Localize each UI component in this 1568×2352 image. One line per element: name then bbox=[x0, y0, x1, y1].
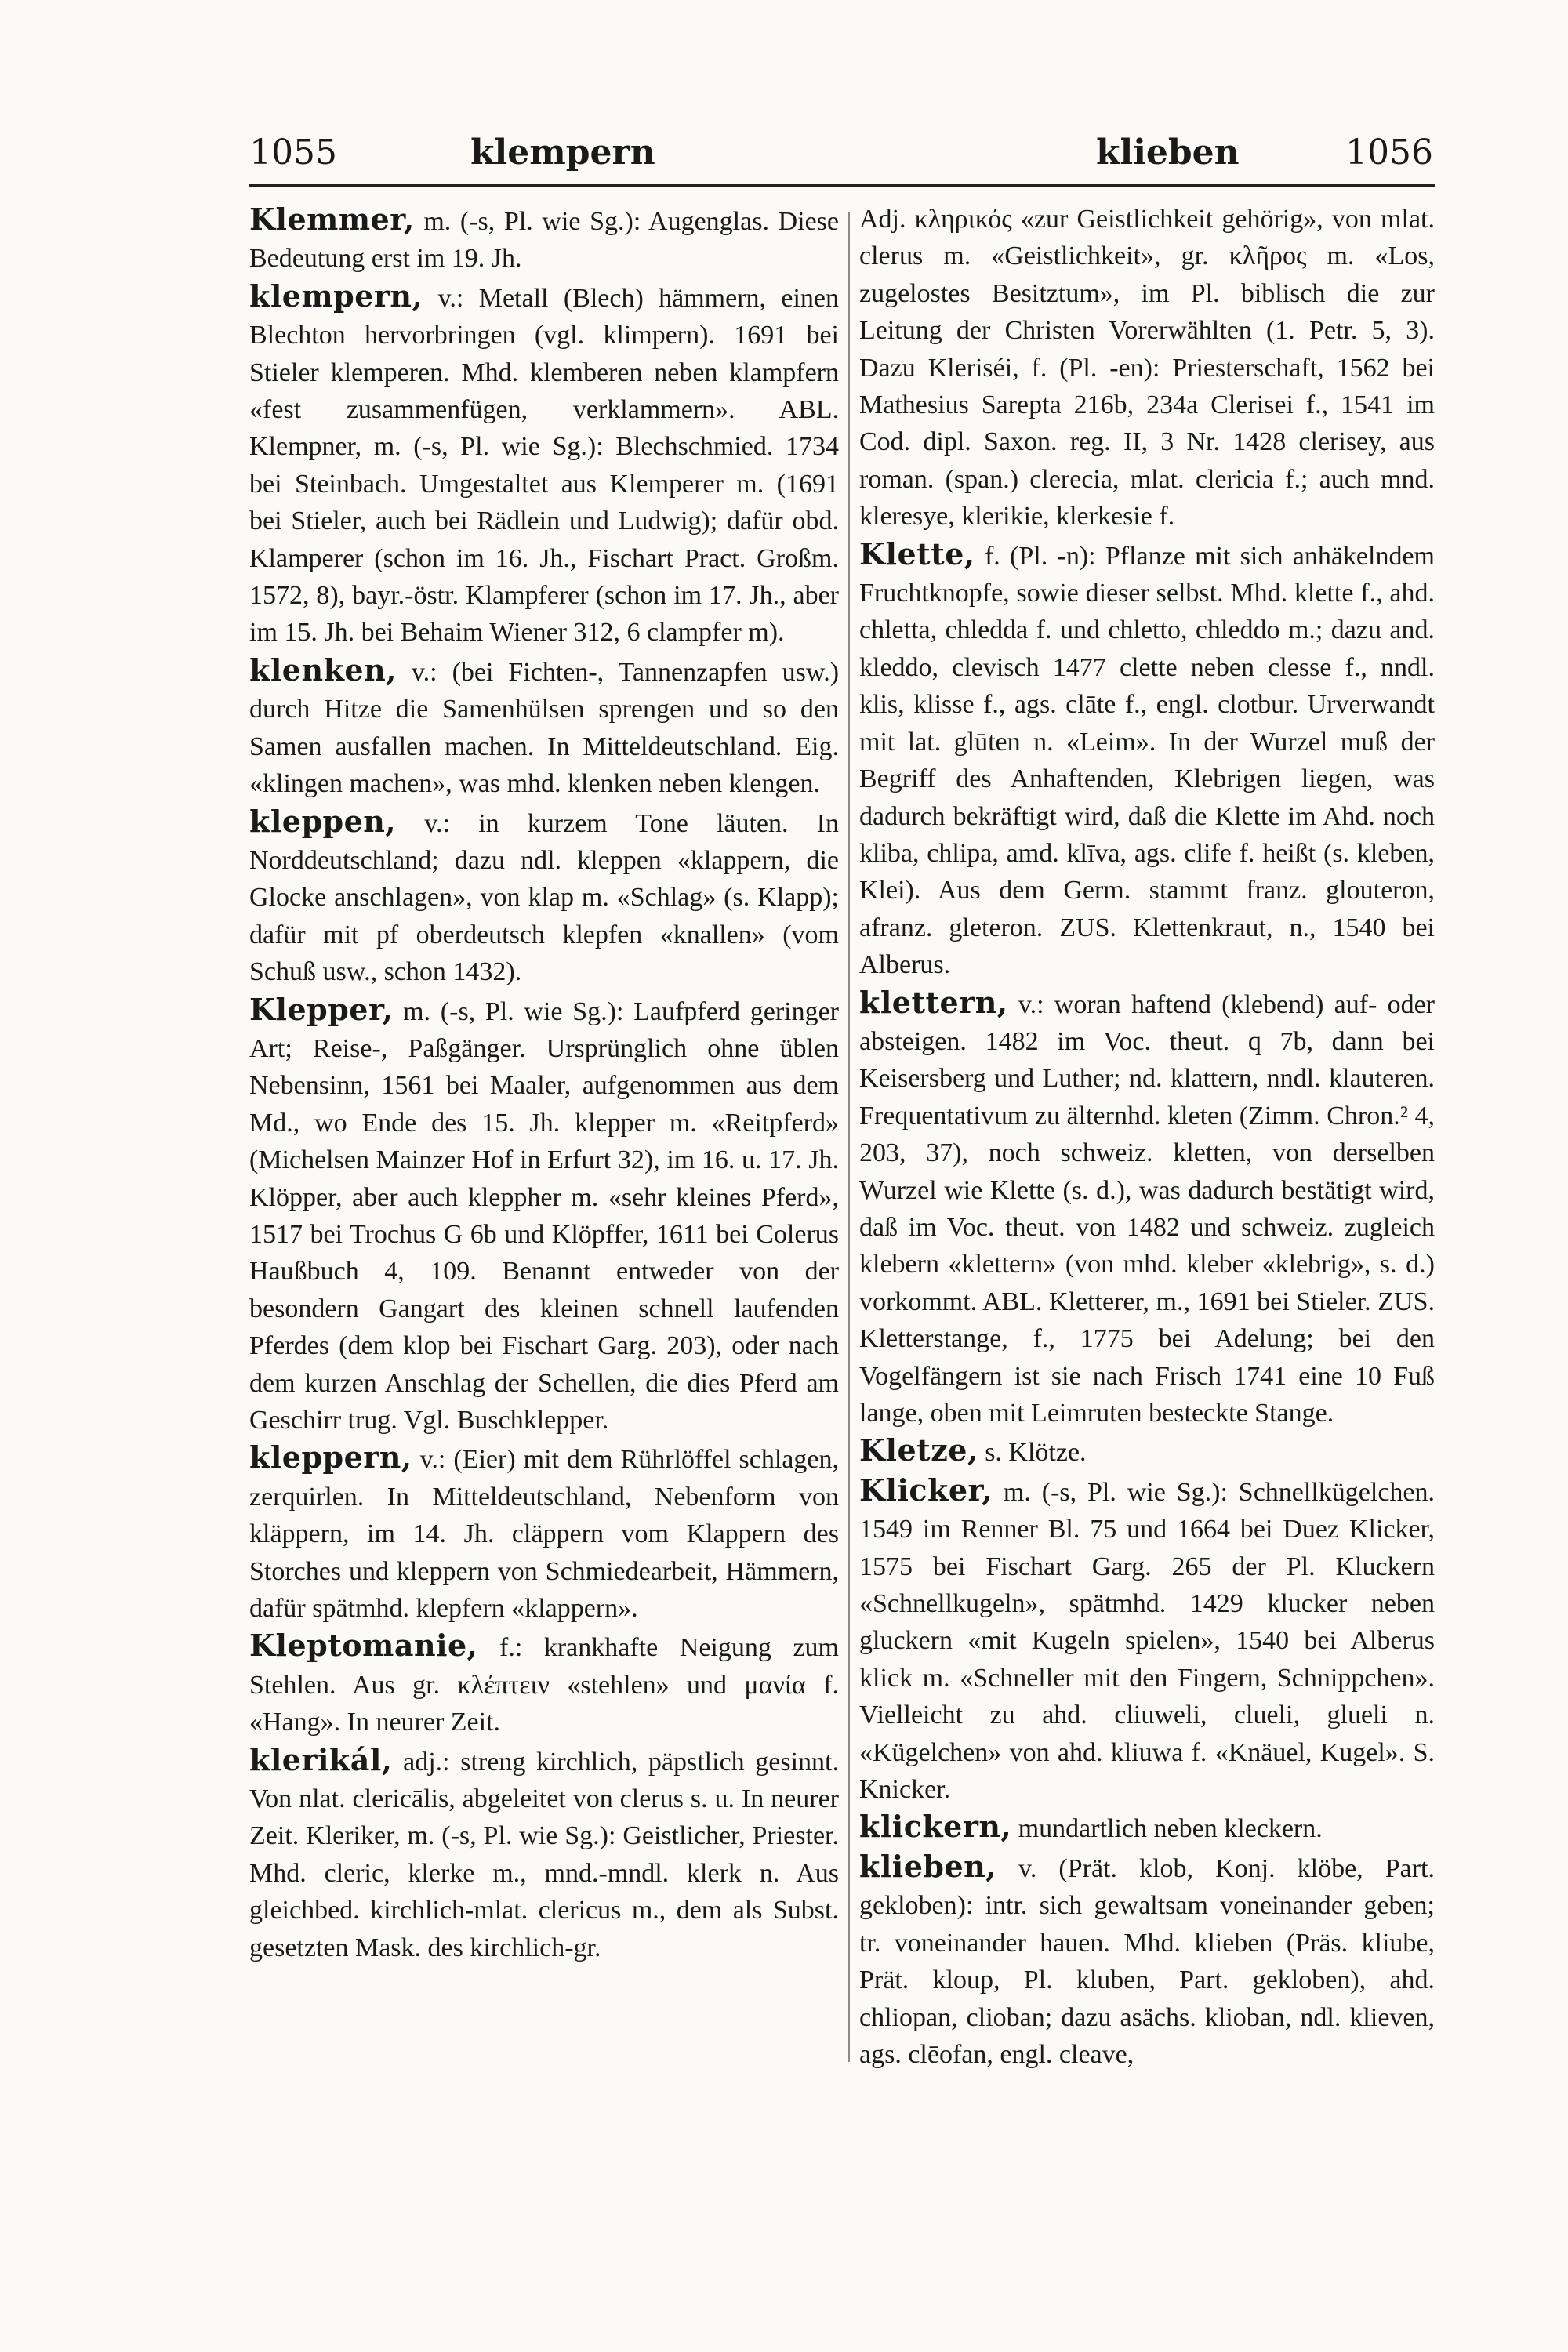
dictionary-entry bbox=[859, 1432, 1435, 1471]
dictionary-entry bbox=[249, 652, 839, 803]
entry-headword: klickern, bbox=[859, 1809, 1012, 1845]
page-number-right: 1056 bbox=[1345, 132, 1433, 172]
entry-headword: Klette, bbox=[859, 535, 975, 572]
dictionary-entry bbox=[249, 991, 839, 1439]
dictionary-entry bbox=[859, 201, 1435, 535]
entry-text: v.: Metall (Blech) hämmern, einen Blechton hervorbringen (vgl. klimpern). 1691 bei Stieler klemperen. Mhd. klemberen neben klampfern «fest zusammenfügen, verklammern». ABL. Klempner, m. (-s, Pl. wie Sg.): Blechschmied. 1734 bei Steinbach. Umgestaltet aus Klemperer m. (1691 bei Stieler, auch bei Rädlein und Ludwig); dafür obd. Klamperer (schon im 16. Jh., Fischart Pract. Großm. 1572, 8), bayr.-östr. Klampferer (schon im 17. Jh., aber im 15. Jh. bei Behaim Wiener 312, 6 clampfer m). bbox=[249, 283, 839, 648]
entry-text: v.: (Eier) mit dem Rührlöffel schlagen, zerquirlen. In Mitteldeutschland, Nebenform von kläppern, im 14. Jh. cläppern vom Klappern des Storches und kleppern von Schmiedearbeit, Hämmern, dafür spätmhd. klepfern «klappern». bbox=[249, 1445, 839, 1624]
entry-headword: Klicker, bbox=[859, 1472, 993, 1508]
dictionary-entry bbox=[249, 278, 839, 652]
entry-headword: Kleptomanie, bbox=[249, 1628, 478, 1664]
entry-text: m. (-s, Pl. wie Sg.): Schnellkügelchen. 1549 im Renner Bl. 75 und 1664 bei Duez Klicker, 1575 bei Fischart Garg. 265 der Pl. Kluckern «Schnellkugeln», spätmhd. 1429 klucker neben gluckern «mit Kugeln spielen», 1540 bei Alberus klick m. «Schneller mit den Fingern, Schnippchen». Vielleicht zu ahd. cliuweli, clueli, glueli n. «Kügelchen» von ahd. kliuwa f. «Knäuel, Kugel». S. Knicker. bbox=[859, 1477, 1435, 1805]
dictionary-entry bbox=[859, 1808, 1435, 1847]
entry-headword: klenken, bbox=[249, 652, 397, 688]
entry-text: f. (Pl. -n): Pflanze mit sich anhäkelndem Fruchtknopfe, sowie dieser selbst. Mhd. klette f., ahd. chletta, chledda f. und chletto, chleddo m.; dazu and. kleddo, clevisch 1477 clette neben clesse f., nndl. klis, klisse f., ags. clāte f., engl. clotbur. Urverwandt mit lat. glūten n. «Leim». In der Wurzel muß der Begriff des Anhaftenden, Klebrigen liegen, was dadurch bekräftigt wird, daß die Klette im Ahd. noch kliba, chlipa, amd. klīva, ags. clife f. heißt (s. kleben, Klei). Aus dem Germ. stammt franz. glouteron, afranz. gleteron. ZUS. Klettenkraut, n., 1540 bei Alberus. bbox=[859, 541, 1435, 980]
entry-headword: Klemmer, bbox=[249, 201, 415, 237]
right-column bbox=[859, 201, 1435, 2114]
entry-text: v.: woran haftend (klebend) auf- oder absteigen. 1482 im Voc. theut. q 7b, dann bei Keisersberg und Luther; nd. klattern, nndl. klauteren. Frequentativum zu älternhd. kleten (Zimm. Chron.² 4, 203, 37), noch schweiz. kletten, von derselben Wurzel wie Klette (s. d.), was dadurch bestätigt wird, daß im Voc. theut. von 1482 und schweiz. zugleich klebern «klettern» (von mhd. kleber «klebrig», s. d.) vorkommt. ABL. Kletterer, m., 1691 bei Stieler. ZUS. Kletterstange, f., 1775 bei Adelung; bei den Vogelfängern ist sie nach Frisch 1741 eine 10 Fuß lange, oben mit Leimruten besteckte Stange. bbox=[859, 989, 1435, 1428]
dictionary-entry bbox=[859, 535, 1435, 984]
entry-headword: klempern, bbox=[249, 278, 423, 314]
left-column bbox=[249, 201, 839, 2114]
entry-headword: kleppern, bbox=[249, 1439, 412, 1475]
entry-text: f.: krankhafte Neigung zum Stehlen. Aus gr. κλέπτειν «stehlen» und μανία f. «Hang». In neurer Zeit. bbox=[249, 1633, 839, 1737]
entry-headword: klettern, bbox=[859, 984, 1008, 1020]
dictionary-entry bbox=[249, 1741, 839, 1966]
dictionary-entry bbox=[859, 1472, 1435, 1809]
entry-text: v.: in kurzem Tone läuten. In Norddeutschland; dazu ndl. kleppen «klappern, die Glocke anschlagen», von klap m. «Schlag» (s. Klapp); dafür mit pf oberdeutsch klepfen «knallen» (vom Schuß usw., schon 1432). bbox=[249, 808, 839, 987]
entry-text: m. (-s, Pl. wie Sg.): Augenglas. Diese Bedeutung erst im 19. Jh. bbox=[249, 207, 839, 274]
page-number-left: 1055 bbox=[249, 132, 337, 172]
entry-headword: Klepper, bbox=[249, 991, 394, 1027]
header-rule bbox=[249, 184, 1435, 187]
entry-text: v.: (bei Fichten-, Tannenzapfen usw.) durch Hitze die Samenhülsen sprengen und so den Samen ausfallen machen. In Mitteldeutschland. Eig. «klingen machen», was mhd. klenken neben klengen. bbox=[249, 657, 839, 799]
running-head-left: klempern bbox=[470, 132, 655, 172]
dictionary-entry bbox=[249, 1439, 839, 1627]
dictionary-entry bbox=[859, 1848, 1435, 2073]
entry-text: m. (-s, Pl. wie Sg.): Laufpferd geringer Art; Reise-, Paßgänger. Ursprünglich ohne üblen Nebensinn, 1561 bei Maaler, aufgenommen aus dem Md., wo Ende des 15. Jh. klepper m. «Reitpferd» (Michelsen Mainzer Hof in Erfurt 32), im 16. u. 17. Jh. Klöpper, aber auch kleppher m. «sehr kleines Pferd», 1517 bei Trochus G 6b und Klöpffer, 1611 bei Colerus Haußbuch 4, 109. Benannt entweder von der besondern Gangart des kleinen schnell laufenden Pferdes (dem klop bei Fischart Garg. 203), oder nach dem kurzen Anschlag der Schellen, die dies Pferd am Geschirr trug. Vgl. Buschklepper. bbox=[249, 996, 839, 1435]
entry-headword: klieben, bbox=[859, 1848, 996, 1884]
entry-text: mundartlich neben kleckern. bbox=[1018, 1814, 1323, 1844]
dictionary-entry bbox=[249, 1627, 839, 1740]
dictionary-entry bbox=[249, 803, 839, 991]
entry-text: adj.: streng kirchlich, päpstlich gesinnt. Von nlat. clericālis, abgeleitet von clerus s. u. In neurer Zeit. Kleriker, m. (-s, Pl. wie Sg.): Geistlicher, Priester. Mhd. cleric, klerke m., mnd.-mndl. klerk n. Aus gleichbed. kirchlich-mlat. clericus m., dem als Subst. gesetzten Mask. des kirchlich-gr. bbox=[249, 1747, 839, 1962]
entry-text: Adj. κληρικός «zur Geistlichkeit gehörig», von mlat. clerus m. «Geistlichkeit», gr. κλῆρος m. «Los, zugelostes Besitztum», im Pl. biblisch die zur Leitung der Christen Vorerwählten (1. Petr. 5, 3). Dazu Kleriséi, f. (Pl. -en): Priesterschaft, 1562 bei Mathesius Sarepta 216b, 234a Clerisei f., 1541 im Cod. dipl. Saxon. reg. II, 3 Nr. 1428 clerisey, aus roman. (span.) clerecia, mlat. clericia f.; auch mnd. kleresye, klerikie, klerkesie f. bbox=[859, 205, 1435, 532]
entry-headword: Kletze, bbox=[859, 1432, 978, 1468]
running-head-right: klieben bbox=[1096, 132, 1240, 172]
entry-headword: klerikál, bbox=[249, 1741, 393, 1777]
dictionary-entry bbox=[859, 984, 1435, 1432]
entry-headword: kleppen, bbox=[249, 803, 397, 839]
column-divider bbox=[848, 212, 850, 2062]
entry-text: v. (Prät. klob, Konj. klöbe, Part. gekloben): intr. sich gewaltsam voneinander geben; tr. voneinander hauen. Mhd. klieben (Präs. kliube, Prät. kloup, Pl. kluben, Part. gekloben), ahd. chliopan, clioban; dazu asächs. klioban, ndl. klieven, ags. clēofan, engl. cleave, bbox=[859, 1853, 1435, 2069]
dictionary-entry bbox=[249, 201, 839, 278]
entry-text: s. Klötze. bbox=[985, 1438, 1087, 1468]
